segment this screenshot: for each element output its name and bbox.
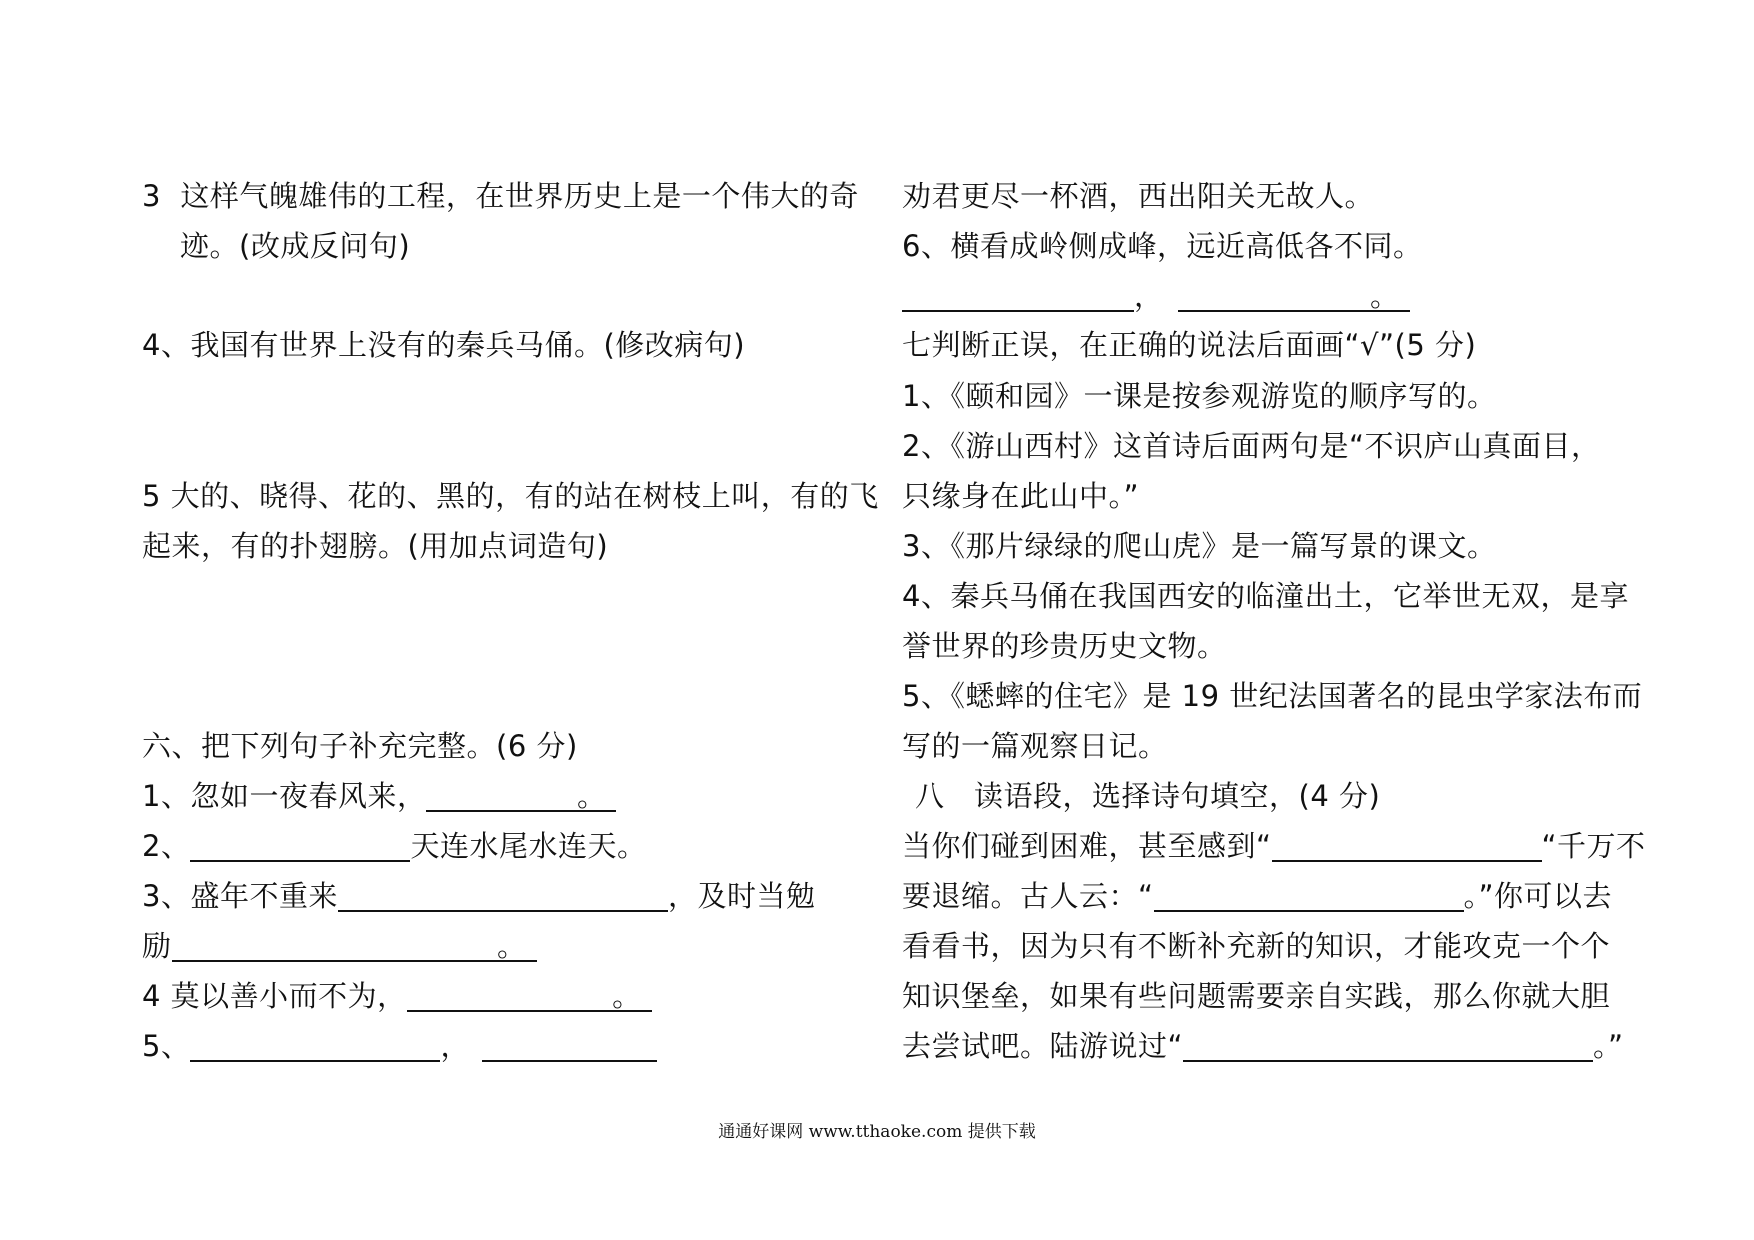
- section-6-item-3-cont: 励 。: [142, 926, 537, 966]
- answer-blank[interactable]: [482, 1030, 657, 1062]
- answer-blank[interactable]: [1272, 830, 1542, 862]
- question-3-line-1: [142, 176, 859, 216]
- answer-blank[interactable]: [1183, 1030, 1593, 1062]
- page-footer: 通通好课网 www.tthaoke.com 提供下载: [718, 1122, 1036, 1142]
- question-5-line-1: 5 大的、晓得、花的、黑的，有的站在树枝上叫，有的飞: [142, 479, 879, 513]
- section-8-heading: 八 读语段，选择诗句填空，(4 分): [915, 779, 1381, 813]
- section-8-line-4: 知识堡垒，如果有些问题需要亲自实践，那么你就大胆: [902, 979, 1611, 1013]
- section-7-item-2: 2、《游山西村》这首诗后面两句是“不识庐山真面目，: [902, 429, 1601, 463]
- section-6-item-5: 5、 ，: [142, 1026, 657, 1066]
- dotted-char: 有: [524, 479, 555, 513]
- section-7-item-5: 5、《蟋蟀的住宅》是 19 世纪法国著名的昆虫学家法布而: [902, 679, 1643, 713]
- section-6-item-3: 3、盛年不重来 ，及时当勉: [142, 879, 816, 913]
- poem-continuation: 劝君更尽一杯酒，西出阳关无故人。: [902, 179, 1375, 213]
- answer-blank[interactable]: [338, 880, 668, 912]
- dotted-char: 的: [819, 479, 850, 513]
- answer-blank[interactable]: [1154, 880, 1464, 912]
- answer-blank[interactable]: [190, 830, 410, 862]
- question-3-line-2: 迹。(改成反问句): [180, 229, 411, 263]
- section-6-item-1: 1、忽如一夜春风来， 。: [142, 776, 616, 816]
- question-5-line-2: 起来，有的扑翅膀。(用加点词造句): [142, 529, 609, 563]
- section-6-item-4: 4 莫以善小而不为， 。: [142, 976, 652, 1016]
- section-7-item-3: 3、《那片绿绿的爬山虎》是一篇写景的课文。: [902, 529, 1497, 563]
- question-3-text: 这样气魄雄伟的工程，在世界历史上是一个伟大的奇: [180, 179, 859, 213]
- answer-blank[interactable]: 。: [407, 980, 652, 1012]
- section-8-line-5: 去尝试吧。陆游说过“ 。”: [902, 1029, 1624, 1063]
- section-7-item-4: 4、秦兵马俑在我国西安的临潼出土，它举世无双，是享: [902, 579, 1629, 613]
- section-7-item-2-cont: 只缘身在此山中。”: [902, 479, 1140, 513]
- section-7-heading: 七判断正误，在正确的说法后面画“√”(5 分): [902, 328, 1477, 362]
- question-6-blanks: ， 。: [902, 276, 1410, 316]
- section-8-line-3: 看看书，因为只有不断补充新的知识，才能攻克一个个: [902, 929, 1611, 963]
- answer-blank[interactable]: 。: [1178, 280, 1410, 312]
- answer-blank[interactable]: 。: [426, 780, 616, 812]
- dotted-char: 有: [790, 479, 820, 513]
- question-6: 6、横看成岭侧成峰，远近高低各不同。: [902, 229, 1423, 263]
- answer-blank[interactable]: [902, 280, 1134, 312]
- section-6-item-2: 2、 天连水尾水连天。: [142, 829, 647, 863]
- section-7-item-5-cont: 写的一篇观察日记。: [902, 729, 1168, 763]
- answer-blank[interactable]: 。: [172, 930, 537, 962]
- section-6-heading: 六、把下列句子补充完整。(6 分): [142, 729, 578, 763]
- section-8-line-1: 当你们碰到困难，甚至感到“ “千万不: [902, 829, 1646, 863]
- section-7-item-1: 1、《颐和园》一课是按参观游览的顺序写的。: [902, 379, 1497, 413]
- question-3-number: 3: [142, 179, 161, 213]
- section-8-line-2: 要退缩。古人云：“ 。”你可以去: [902, 879, 1613, 913]
- question-4: 4、我国有世界上没有的秦兵马俑。(修改病句): [142, 328, 746, 362]
- section-7-item-4-cont: 誉世界的珍贵历史文物。: [902, 629, 1227, 663]
- answer-blank[interactable]: [190, 1030, 440, 1062]
